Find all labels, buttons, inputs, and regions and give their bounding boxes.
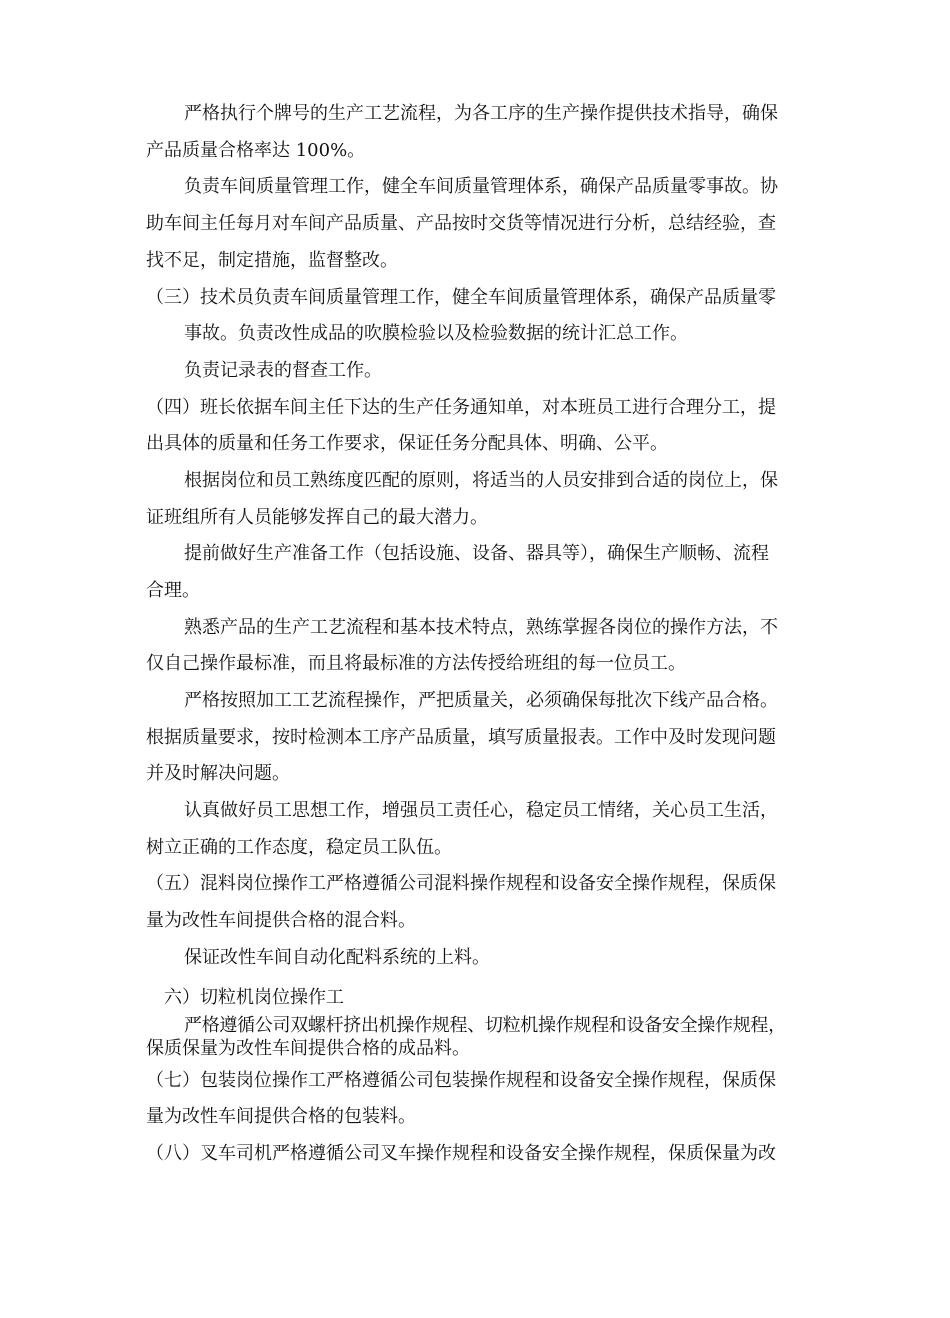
text-line: 助车间主任每月对车间产品质量、产品按时交货等情况进行分析，总结经验，查: [146, 213, 776, 234]
text-line: 严格执行个牌号的生产工艺流程，为各工序的生产操作提供技术指导，确保: [184, 103, 778, 124]
text-line: 六）切粒机岗位操作工: [164, 987, 344, 1008]
text-line: 保质保量为改性车间提供合格的成品料。: [146, 1038, 470, 1059]
text-line: 仅自己操作最标准，而且将最标准的方法传授给班组的每一位员工。: [146, 653, 686, 674]
text-line: （四）班长依据车间主任下达的生产任务通知单，对本班员工进行合理分工，提: [146, 397, 776, 418]
text-line: 并及时解决问题。: [146, 763, 290, 784]
text-line: （五）混料岗位操作工严格遵循公司混料操作规程和设备安全操作规程，保质保: [146, 873, 776, 894]
text-line: 量为改性车间提供合格的混合料。: [146, 910, 416, 931]
text-line: （七）包装岗位操作工严格遵循公司包装操作规程和设备安全操作规程，保质保: [146, 1070, 776, 1091]
text-line: 出具体的质量和任务工作要求，保证任务分配具体、明确、公平。: [146, 433, 668, 454]
text-line: 产品质量合格率达 100%。: [146, 140, 366, 161]
text-line: 证班组所有人员能够发挥自己的最大潜力。: [146, 507, 488, 528]
text-line: 提前做好生产准备工作（包括设施、设备、器具等），确保生产顺畅、流程: [184, 543, 769, 564]
text-line: 负责记录表的督查工作。: [184, 360, 382, 381]
text-line: 严格按照加工工艺流程操作，严把质量关，必须确保每批次下线产品合格。: [184, 690, 778, 711]
text-line: 树立正确的工作态度，稳定员工队伍。: [146, 837, 452, 858]
text-line: 量为改性车间提供合格的包装料。: [146, 1106, 416, 1127]
text-line: 合理。: [146, 580, 200, 601]
text-line: 保证改性车间自动化配料系统的上料。: [184, 947, 490, 968]
text-line: （八）叉车司机严格遵循公司叉车操作规程和设备安全操作规程，保质保量为改: [146, 1143, 776, 1164]
text-line: 熟悉产品的生产工艺流程和基本技术特点，熟练掌握各岗位的操作方法，不: [184, 617, 778, 638]
text-line: 严格遵循公司双螺杆挤出机操作规程、切粒机操作规程和设备安全操作规程，: [184, 1015, 786, 1036]
text-line: （三）技术员负责车间质量管理工作，健全车间质量管理体系，确保产品质量零: [146, 287, 776, 308]
text-line: 根据质量要求，按时检测本工序产品质量，填写质量报表。工作中及时发现问题: [146, 727, 776, 748]
text-line: 事故。负责改性成品的吹膜检验以及检验数据的统计汇总工作。: [184, 323, 688, 344]
text-line: 认真做好员工思想工作，增强员工责任心，稳定员工情绪，关心员工生活，: [184, 800, 778, 821]
text-line: 负责车间质量管理工作，健全车间质量管理体系，确保产品质量零事故。协: [184, 176, 778, 197]
text-line: 根据岗位和员工熟练度匹配的原则，将适当的人员安排到合适的岗位上，保: [184, 470, 778, 491]
text-line: 找不足，制定措施，监督整改。: [146, 250, 398, 271]
